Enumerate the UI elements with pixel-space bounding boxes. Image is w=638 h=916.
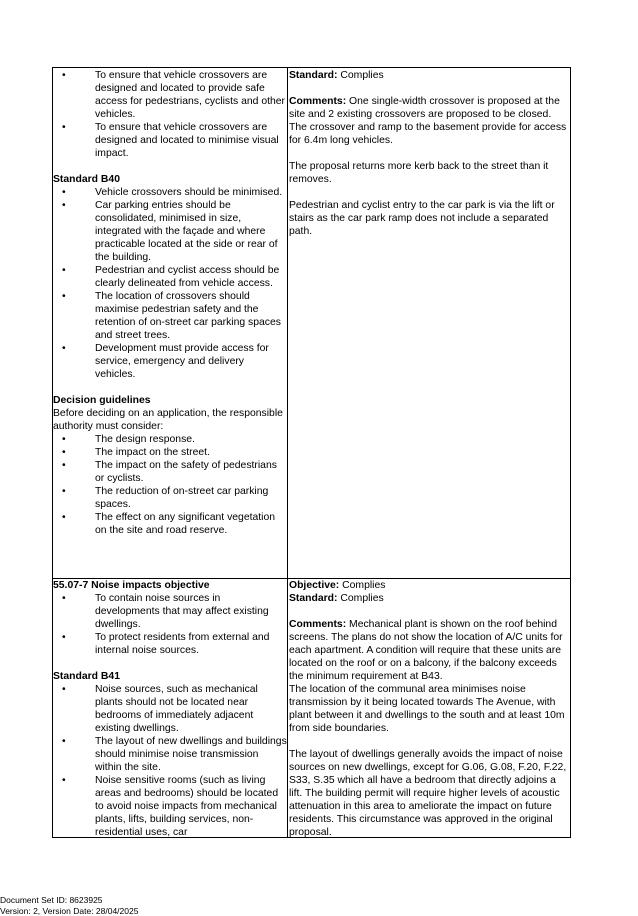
list-item: • Development must provide access for service, emergency and delivery vehicles. [53,342,287,381]
comments-label: Comments: [289,619,347,630]
comment-paragraph: The location of the communal area minimises noise transmission by it being located towards The Avenue, with plant between it and dwellings to the south and at least 10m from side boundaries. [289,684,565,734]
list-item: • The impact on the street. [53,446,287,459]
list-item: • The layout of new dwellings and buildings should minimise noise transmission within the site. [53,735,287,774]
standard-list [53,683,287,839]
list-item: • The location of crossovers should maximise pedestrian safety and the retention of on-street car parking spaces and street trees. [53,290,287,342]
standard-label: Standard: [289,70,338,81]
assessment-cell [288,579,570,837]
list-item: • To ensure that vehicle crossovers are designed and located to minimise visual impact. [53,121,287,160]
list-item: • The reduction of on-street car parking spaces. [53,485,287,511]
comment-paragraph: The layout of dwellings generally avoids the impact of noise sources on new dwellings, except for G.06, G.08, F.20, F.22, S33, S.35 which all have a bedroom that directly adjoins a lift. The building permit will require higher levels of acoustic attenuation in this area to ameliorate the impact on future residents. This circumstance was approved in the original proposal. [289,749,567,838]
objective-label: Objective: [289,580,340,591]
comments-paragraph [289,618,568,683]
decision-list [53,433,287,537]
requirements-cell [53,68,288,578]
list-item: • The impact on the safety of pedestrians or cyclists. [53,459,287,485]
standard-heading: Standard B40 [53,174,120,185]
comments-label: Comments: [289,96,347,107]
version-info: Version: 2, Version Date: 28/04/2025 [0,906,139,916]
list-item: • Car parking entries should be consolidated, minimised in size, integrated with the façade and where practicable located at the side or rear of the building. [53,199,287,264]
assessment-cell [288,68,570,578]
document-set-id: Document Set ID: 8623925 [0,895,103,905]
list-item: • Vehicle crossovers should be minimised. [53,186,287,199]
comments-text: One single-width crossover is proposed at the site and 2 existing crossovers are proposed to be closed. The crossover and ramp to the basement provide for access for 6.4m long vehicles. [289,96,567,146]
requirements-cell [53,579,288,837]
list-item: • Pedestrian and cyclist access should be clearly delineated from vehicle access. [53,264,287,290]
list-item: • To ensure that vehicle crossovers are designed and located to provide safe access for pedestrians, cyclists and other vehicles. [53,69,287,121]
objectives-list [53,592,287,657]
standard-value: Complies [337,593,384,604]
comment-paragraph: The proposal returns more kerb back to the street than it removes. [289,161,549,185]
objective-result [289,579,568,592]
comments-text: Mechanical plant is shown on the roof behind screens. The plans do not show the location of A/C units for each apartment. A condition will require that these units are located on the roof or on a balcony, if the balcony exceeds the minimum requirement at B43. [289,619,563,682]
list-item: • Noise sensitive rooms (such as living areas and bedrooms) should be located to avoid noise impacts from mechanical plants, lifts, building services, non-residential uses, car [53,774,287,839]
list-item: • To contain noise sources in developments that may affect existing dwellings. [53,592,287,631]
decision-intro: Before deciding on an application, the responsible authority must consider: [53,408,283,432]
list-item: • To protect residents from external and internal noise sources. [53,631,287,657]
list-item: • The design response. [53,433,287,446]
list-item: • The effect on any significant vegetation on the site and road reserve. [53,511,287,537]
objective-heading: 55.07-7 Noise impacts objective [53,580,210,591]
standard-result [289,69,568,82]
table-row [53,68,570,578]
decision-heading: Decision guidelines [53,395,151,406]
comment-paragraph: Pedestrian and cyclist entry to the car park is via the lift or stairs as the car park ramp does not include a separated path. [289,200,555,237]
standard-result [289,592,568,605]
standard-value: Complies [337,70,384,81]
objective-value: Complies [339,580,386,591]
standard-label: Standard: [289,593,338,604]
standard-heading: Standard B41 [53,671,120,682]
list-item: • Noise sources, such as mechanical plants should not be located near bedrooms of immediately adjacent existing dwellings. [53,683,287,735]
comments-paragraph [289,95,568,147]
assessment-table [52,67,571,838]
objectives-list [53,69,287,160]
standard-list [53,186,287,381]
table-row [53,578,570,837]
